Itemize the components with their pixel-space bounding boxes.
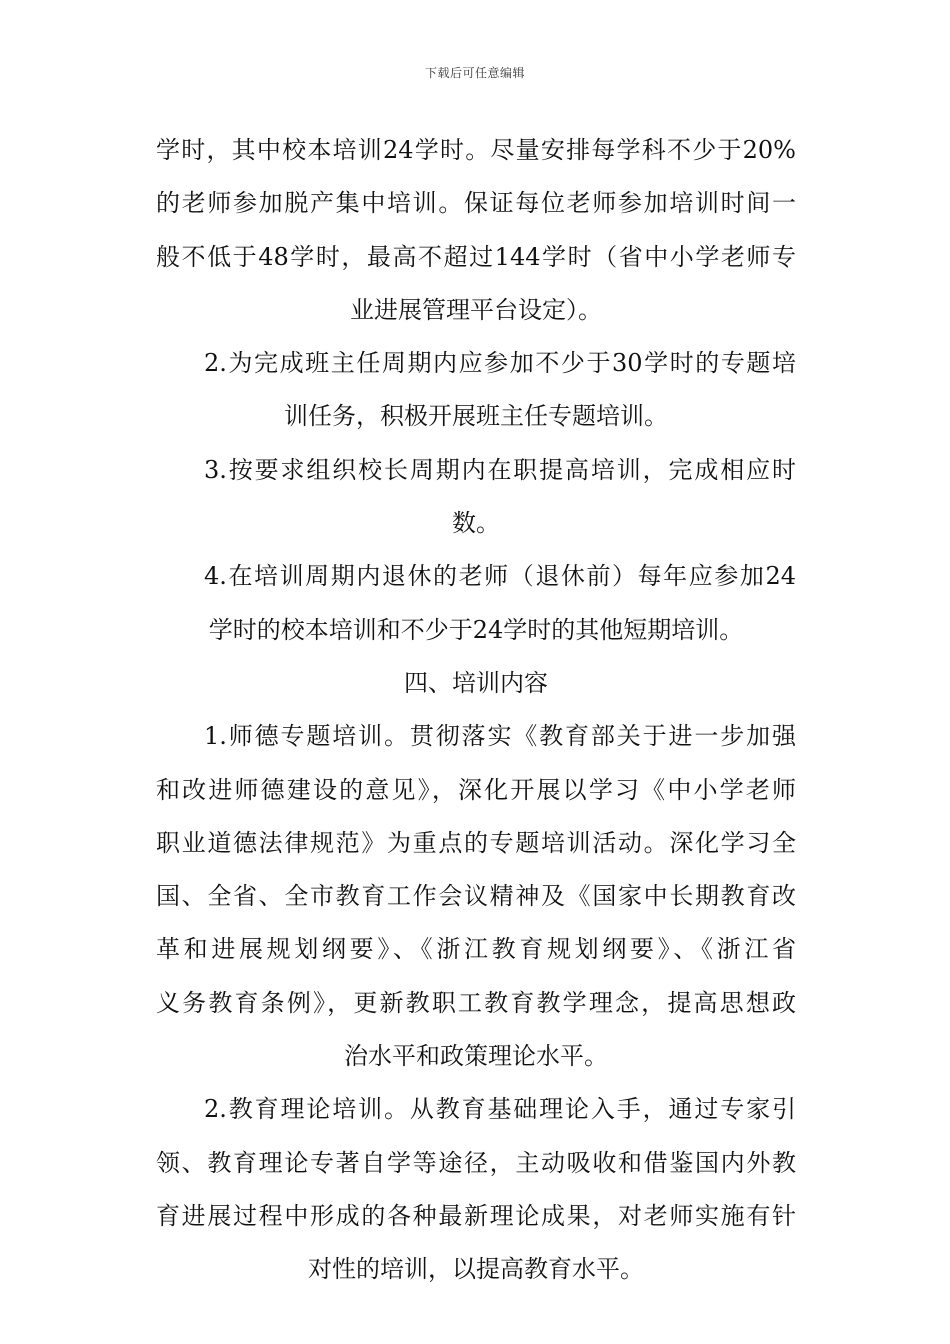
text-line: 职业道德法律规范》为重点的专题培训活动。深化学习全	[156, 828, 796, 857]
text-line: 般不低于48学时，最高不超过144学时（省中小学老师专	[156, 242, 796, 271]
section-heading: 四、培训内容	[404, 668, 548, 697]
text-line: 业进展管理平台设定）。	[350, 295, 602, 324]
page-header: 下载后可任意编辑	[424, 66, 525, 80]
text-line: 的老师参加脱产集中培训。保证每位老师参加培训时间一	[156, 189, 796, 218]
text-line: 育进展过程中形成的各种最新理论成果，对老师实施有针	[156, 1201, 796, 1230]
text-line: 2.教育理论培训。从教育基础理论入手，通过专家引	[204, 1095, 796, 1124]
text-line: 2.为完成班主任周期内应参加不少于30学时的专题培	[204, 349, 796, 378]
text-line: 学时的校本培训和不少于24学时的其他短期培训。	[208, 615, 744, 644]
text-line: 义务教育条例》，更新教职工教育教学理念，提高思想政	[156, 988, 796, 1017]
text-line: 数。	[452, 509, 500, 538]
text-line: 1.师德专题培训。贯彻落实《教育部关于进一步加强	[204, 722, 796, 751]
text-line: 对性的培训，以提高教育水平。	[308, 1255, 644, 1284]
text-line: 治水平和政策理论水平。	[344, 1042, 608, 1071]
text-line: 国、全省、全市教育工作会议精神及《国家中长期教育改	[156, 882, 796, 911]
text-line: 和改进师德建设的意见》，深化开展以学习《中小学老师	[156, 775, 796, 804]
text-line: 训任务，积极开展班主任专题培训。	[284, 402, 668, 431]
text-line: 领、教育理论专著自学等途径，主动吸收和借鉴国内外教	[156, 1148, 796, 1177]
text-line: 3.按要求组织校长周期内在职提高培训，完成相应时	[204, 455, 796, 484]
text-line: 革和进展规划纲要》、《浙江教育规划纲要》、《浙江省	[156, 935, 796, 964]
text-line: 学时，其中校本培训24学时。尽量安排每学科不少于20%	[156, 136, 796, 164]
document-body	[156, 124, 796, 1297]
text-line: 4.在培训周期内退休的老师（退休前）每年应参加24	[204, 562, 796, 591]
